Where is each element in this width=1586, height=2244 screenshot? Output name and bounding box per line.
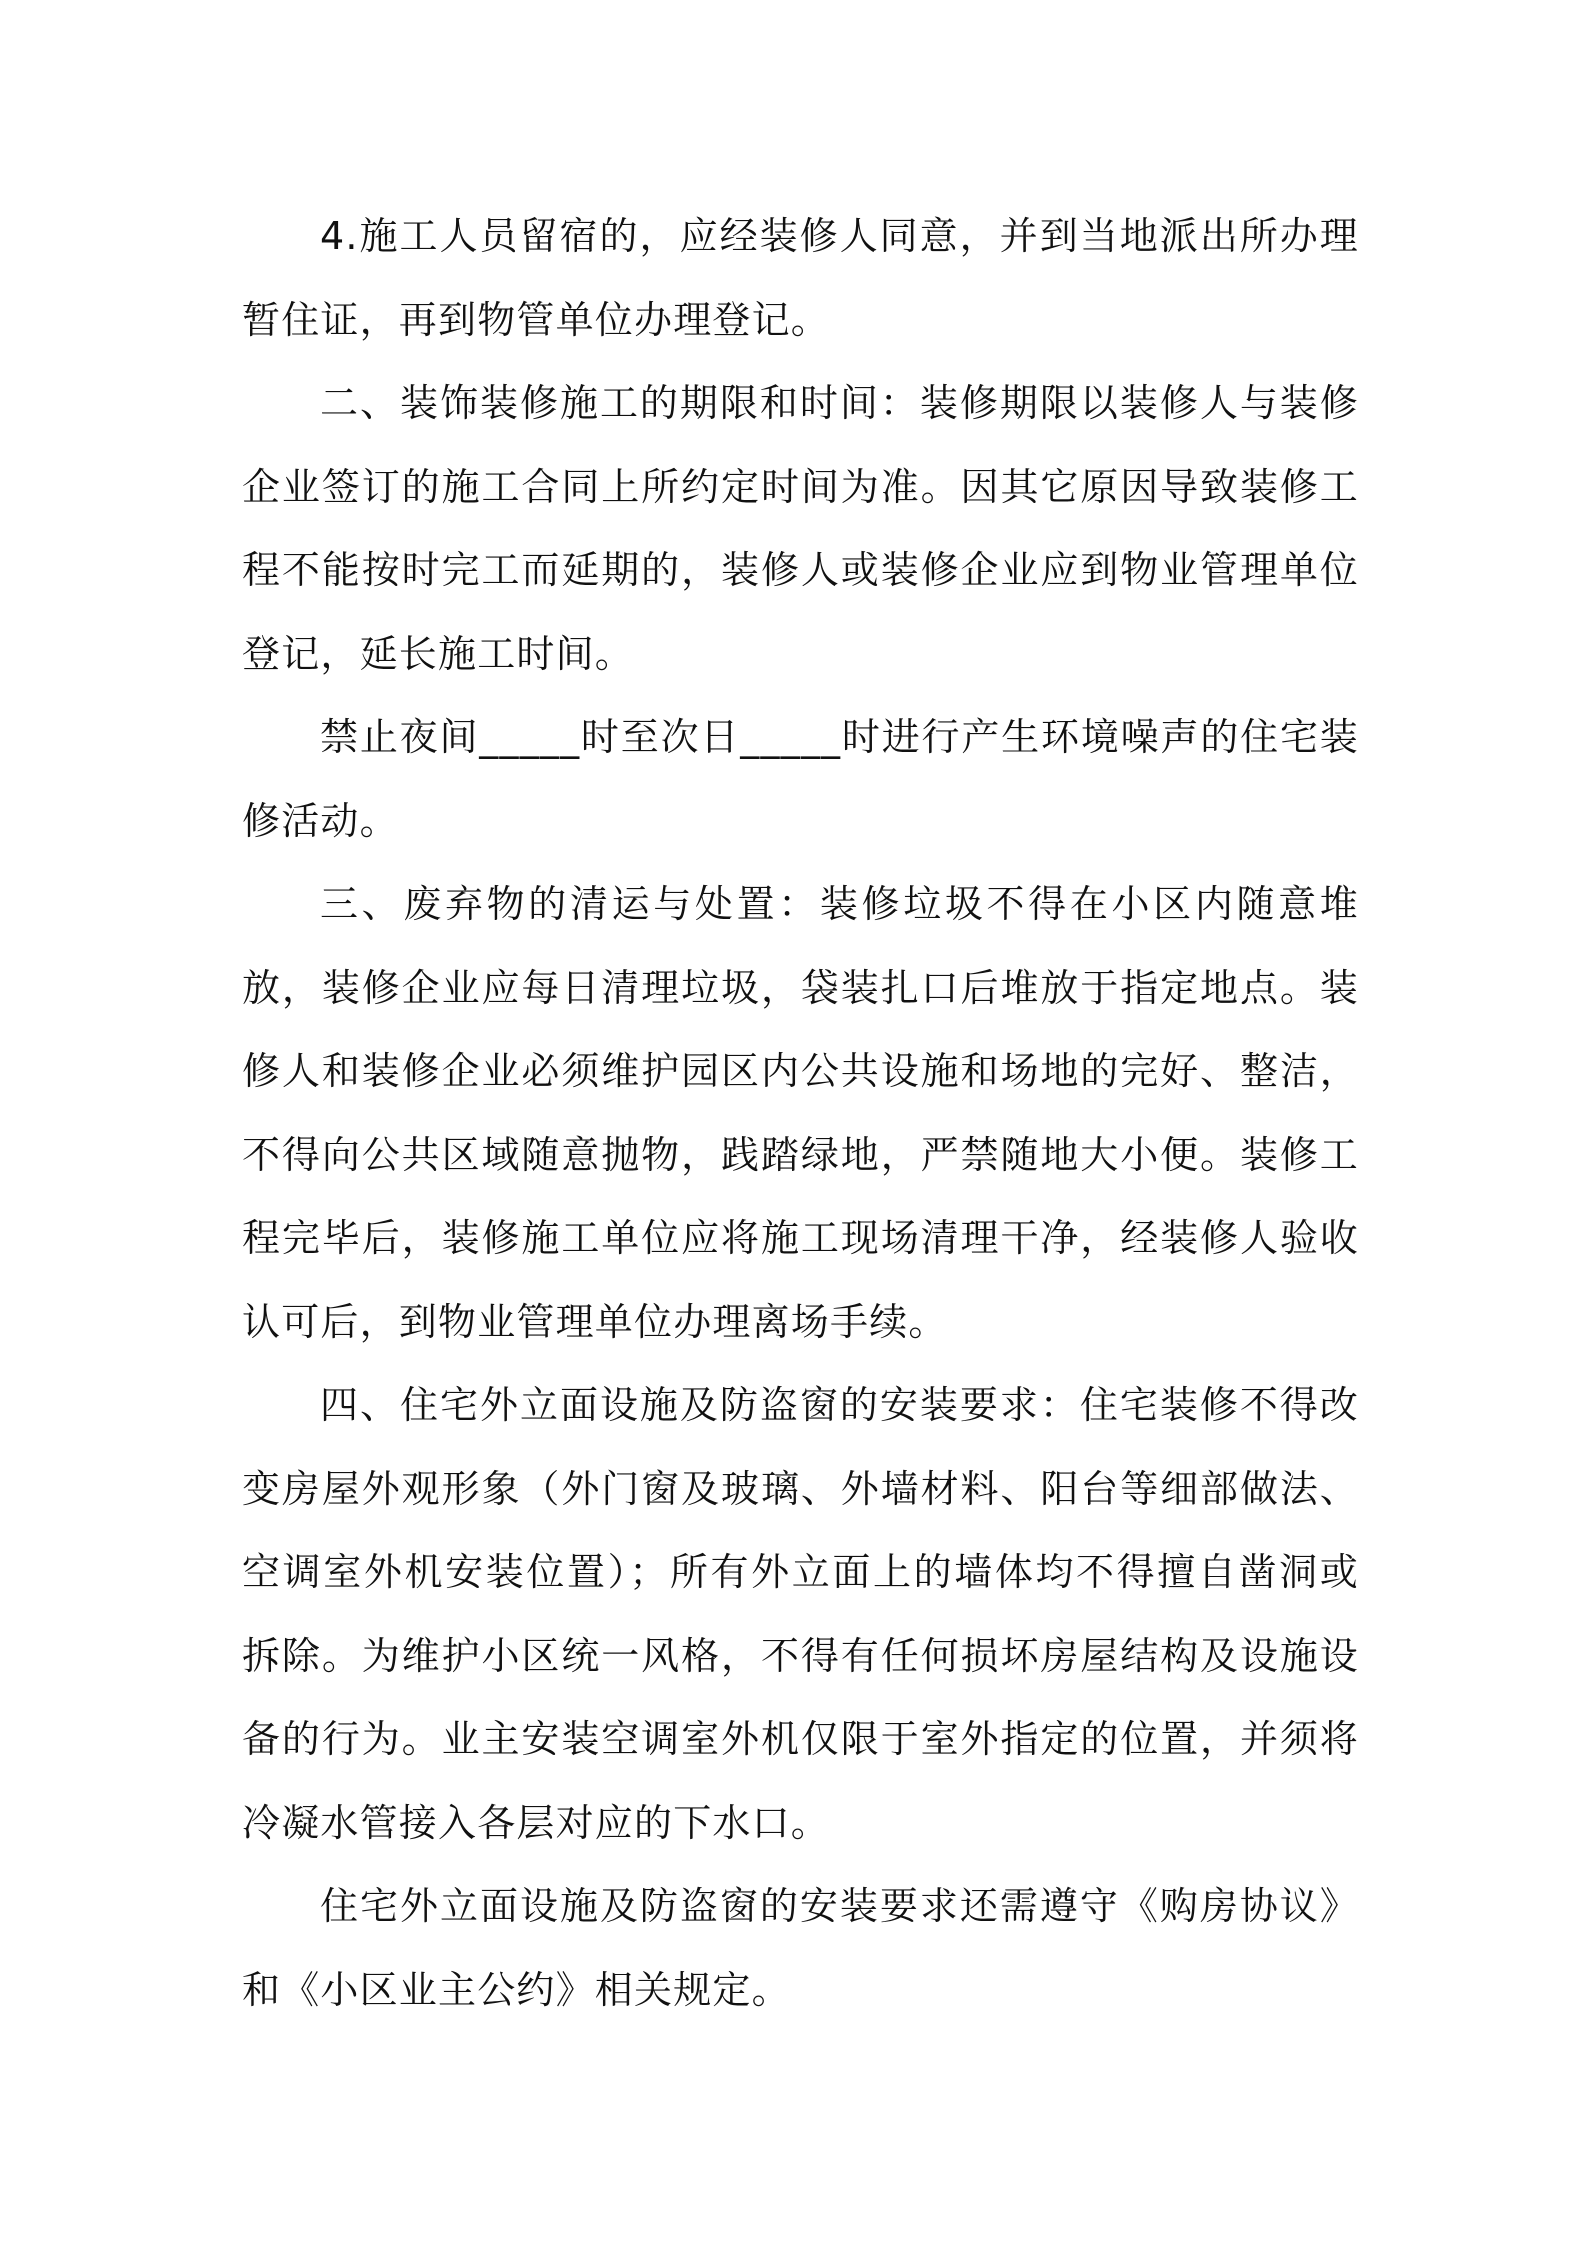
paragraph-night-noise-ban: 禁止夜间_____时至次日_____时进行产生环境噪声的住宅装修活动。: [242, 715, 1359, 843]
paragraph-facade-requirements: 四、住宅外立面设施及防盗窗的安装要求：住宅装修不得改变房屋外观形象（外门窗及玻璃、外墙材料、阳台等细部做法、空调室外机安装位置）；所有外立面上的墙体均不得擅自凿洞或拆除。为维护小区统一风格，不得有任何损坏房屋结构及设施设备的行为。业主安装空调室外机仅限于室外指定的位置，并须将冷凝水管接入各层对应的下水口。: [242, 1383, 1359, 1845]
paragraph-additional-rules: 住宅外立面设施及防盗窗的安装要求还需遵守《购房协议》和《小区业主公约》相关规定。: [242, 1884, 1359, 2012]
paragraph-worker-lodging: 4.施工人员留宿的，应经装修人同意，并到当地派出所办理暂住证，再到物管单位办理登记。: [242, 214, 1359, 342]
document-body: [242, 195, 1359, 2032]
paragraph-waste-disposal: 三、废弃物的清运与处置：装修垃圾不得在小区内随意堆放，装修企业应每日清理垃圾，袋装扎口后堆放于指定地点。装修人和装修企业必须维护园区内公共设施和场地的完好、整洁，不得向公共区域随意抛物，践踏绿地，严禁随地大小便。装修工程完毕后，装修施工单位应将施工现场清理干净，经装修人验收认可后，到物业管理单位办理离场手续。: [242, 882, 1359, 1344]
paragraph-construction-period: 二、装饰装修施工的期限和时间：装修期限以装修人与装修企业签订的施工合同上所约定时间为准。因其它原因导致装修工程不能按时完工而延期的，装修人或装修企业应到物业管理单位登记，延长施工时间。: [242, 381, 1359, 676]
